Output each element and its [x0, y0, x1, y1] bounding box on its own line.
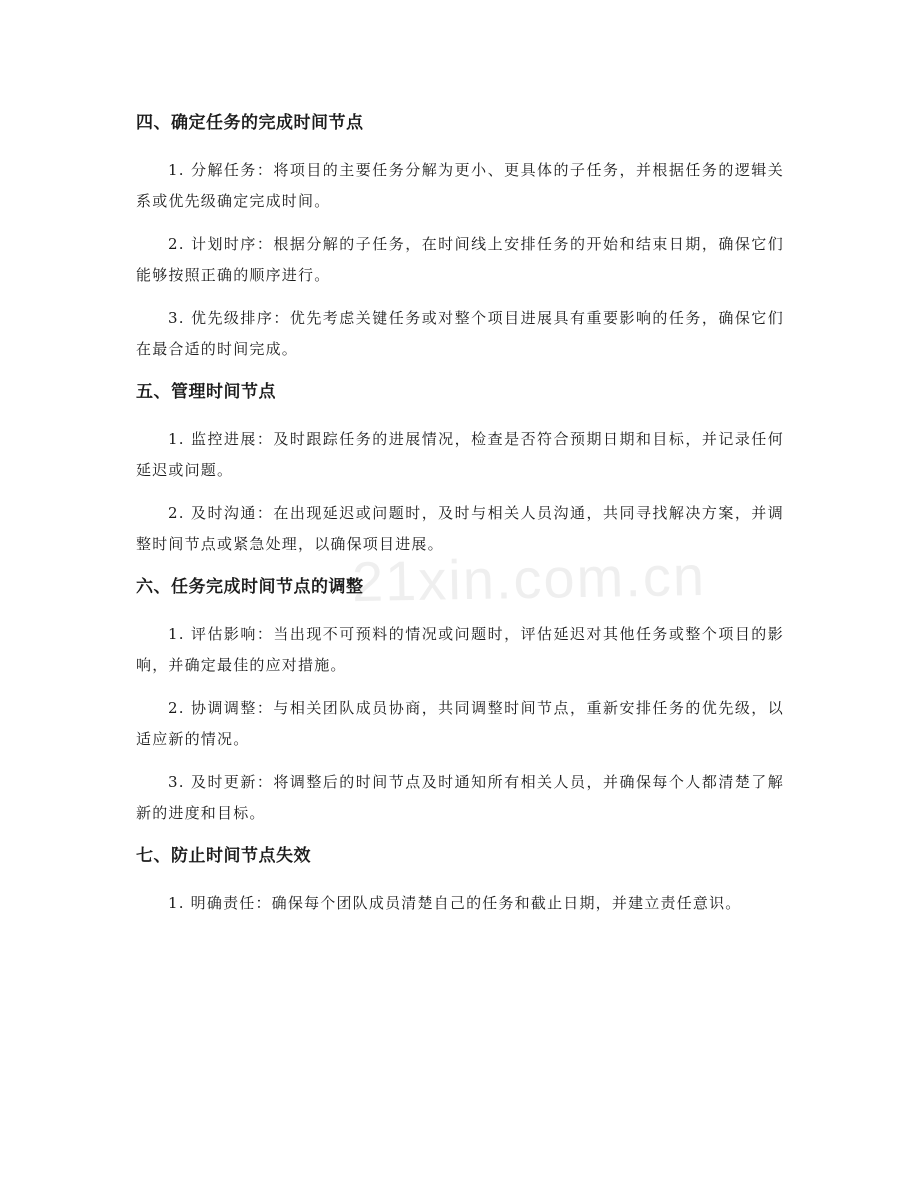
paragraph: 1. 监控进展：及时跟踪任务的进展情况，检查是否符合预期日期和目标，并记录任何延迟或问题。 [136, 430, 784, 479]
section-heading: 四、确定任务的完成时间节点 [136, 113, 364, 133]
paragraph: 2. 计划时序：根据分解的子任务，在时间线上安排任务的开始和结束日期，确保它们能够按照正确的顺序进行。 [136, 235, 784, 284]
paragraph: 1. 评估影响：当出现不可预料的情况或问题时，评估延迟对其他任务或整个项目的影响，并确定最佳的应对措施。 [136, 625, 784, 674]
paragraph: 3. 优先级排序：优先考虑关键任务或对整个项目进展具有重要影响的任务，确保它们在最合适的时间完成。 [136, 309, 784, 358]
paragraph: 1. 分解任务：将项目的主要任务分解为更小、更具体的子任务，并根据任务的逻辑关系或优先级确定完成时间。 [136, 161, 784, 210]
section-7 [136, 841, 784, 919]
section-6 [136, 572, 784, 829]
paragraph: 2. 及时沟通：在出现延迟或问题时，及时与相关人员沟通，共同寻找解决方案，并调整时间节点或紧急处理，以确保项目进展。 [136, 504, 784, 553]
document-body [136, 108, 784, 931]
paragraph: 3. 及时更新：将调整后的时间节点及时通知所有相关人员，并确保每个人都清楚了解新的进度和目标。 [136, 773, 784, 822]
section-heading: 七、防止时间节点失效 [136, 846, 311, 866]
paragraph: 1. 明确责任：确保每个团队成员清楚自己的任务和截止日期，并建立责任意识。 [168, 894, 742, 912]
section-4 [136, 108, 784, 365]
section-5 [136, 377, 784, 560]
section-heading: 六、任务完成时间节点的调整 [136, 577, 364, 597]
paragraph: 2. 协调调整：与相关团队成员协商，共同调整时间节点，重新安排任务的优先级，以适应新的情况。 [136, 699, 784, 748]
section-heading: 五、管理时间节点 [136, 382, 276, 402]
watermark: 21xin.com.cn [351, 543, 707, 614]
